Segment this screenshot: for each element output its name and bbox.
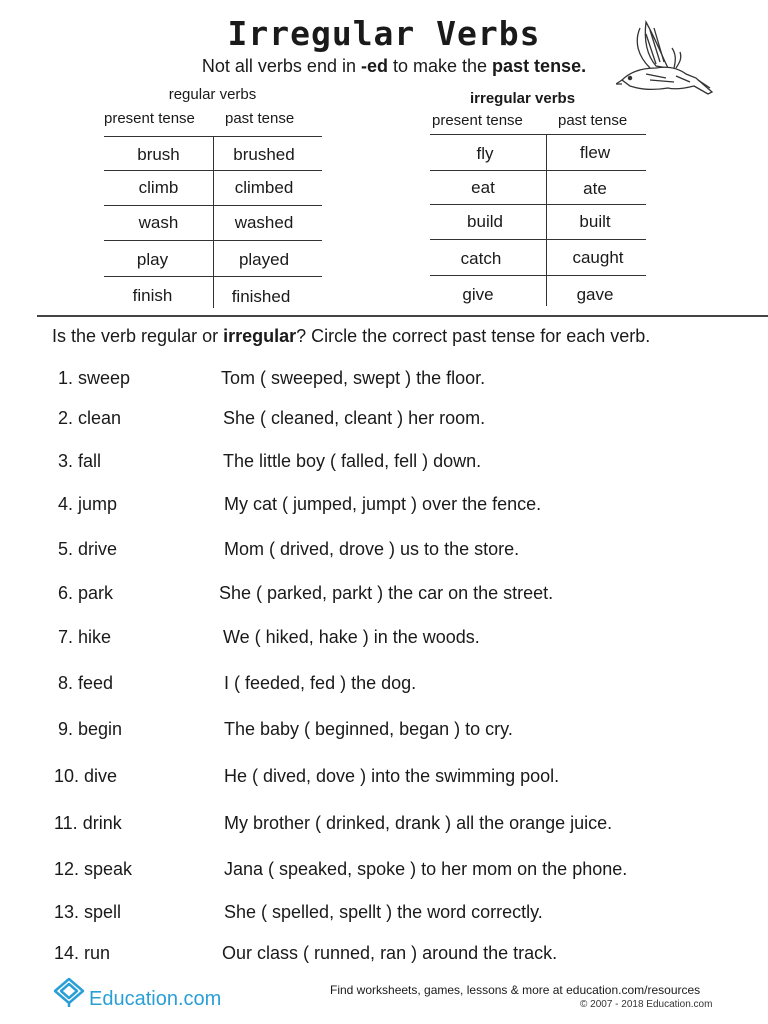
- question-sentence: Mom ( drived, drove ) us to the store.: [224, 539, 520, 559]
- regular-past-cell: finished: [231, 287, 291, 306]
- instruction-part2: ? Circle the correct past tense for each verb.: [296, 326, 651, 346]
- question-verb: 1. sweep: [58, 368, 131, 388]
- instruction: [52, 326, 650, 347]
- question-verb: 3. fall: [58, 451, 102, 471]
- subtitle-past: past tense.: [492, 56, 587, 76]
- question-sentence: My brother ( drinked, drank ) all the orange juice.: [224, 813, 613, 833]
- irregular-present-cell: give: [462, 285, 494, 304]
- question-verb: 4. jump: [58, 494, 118, 514]
- question-sentence: She ( spelled, spellt ) the word correctly.: [224, 902, 543, 922]
- section-divider: [37, 315, 768, 317]
- page-title: Irregular Verbs: [227, 14, 541, 53]
- irregular-header-present: present tense: [432, 112, 523, 129]
- question-verb: 6. park: [58, 583, 114, 603]
- irregular-verbs-caption: irregular verbs: [470, 90, 576, 107]
- table-rule: [430, 239, 646, 240]
- table-rule: [430, 170, 646, 171]
- irregular-present-cell: build: [467, 212, 503, 231]
- question-sentence: We ( hiked, hake ) in the woods.: [223, 627, 480, 647]
- education-logo-icon: [52, 975, 88, 1009]
- irregular-past-cell: caught: [572, 248, 624, 267]
- subtitle-part2: to make the: [387, 56, 493, 76]
- instruction-part1: Is the verb regular or: [52, 326, 224, 346]
- table-rule: [430, 275, 646, 276]
- regular-past-cell: washed: [234, 213, 294, 232]
- question-sentence: Our class ( runned, ran ) around the track.: [222, 943, 558, 963]
- question-sentence: She ( parked, parkt ) the car on the street.: [219, 583, 554, 603]
- bird-illustration: [616, 18, 716, 108]
- irregular-present-cell: fly: [476, 144, 494, 163]
- irregular-header-past: past tense: [558, 112, 628, 129]
- instruction-bold: irregular: [223, 326, 297, 346]
- regular-past-cell: brushed: [233, 145, 295, 164]
- regular-past-cell: climbed: [234, 178, 294, 197]
- question-verb: 8. feed: [58, 673, 114, 693]
- irregular-past-cell: ate: [583, 179, 607, 198]
- irregular-past-cell: flew: [579, 143, 611, 162]
- question-verb: 14. run: [54, 943, 111, 963]
- question-verb: 11. drink: [54, 813, 122, 833]
- subtitle-ed: -ed: [360, 56, 388, 76]
- regular-present-cell: wash: [138, 213, 179, 232]
- irregular-past-cell: built: [579, 212, 611, 231]
- education-logo-text: Education.com: [89, 988, 222, 1010]
- question-verb: 10. dive: [54, 766, 118, 786]
- regular-present-cell: finish: [132, 286, 173, 305]
- regular-header-past: past tense: [225, 110, 295, 127]
- irregular-present-cell: eat: [471, 178, 495, 197]
- table-rule: [430, 134, 646, 135]
- question-verb: 12. speak: [54, 859, 133, 879]
- question-sentence: Jana ( speaked, spoke ) to her mom on the phone.: [224, 859, 628, 879]
- footer-link-text: Find worksheets, games, lessons & more at education.com/resources: [330, 983, 701, 997]
- subtitle-part1: Not all verbs end in: [201, 56, 361, 76]
- regular-present-cell: play: [136, 250, 169, 269]
- question-sentence: I ( feeded, fed ) the dog.: [224, 673, 417, 693]
- question-verb: 9. begin: [58, 719, 123, 739]
- copyright: © 2007 - 2018 Education.com: [580, 999, 713, 1010]
- regular-header-present: present tense: [104, 110, 195, 127]
- question-sentence: My cat ( jumped, jumpt ) over the fence.: [224, 494, 542, 514]
- question-sentence: The baby ( beginned, began ) to cry.: [224, 719, 513, 739]
- question-verb: 5. drive: [58, 539, 118, 559]
- question-sentence: She ( cleaned, cleant ) her room.: [223, 408, 486, 428]
- regular-present-cell: climb: [138, 178, 179, 197]
- irregular-present-cell: catch: [460, 249, 502, 268]
- question-verb: 13. spell: [54, 902, 122, 922]
- regular-past-cell: played: [238, 250, 290, 269]
- question-sentence: The little boy ( falled, fell ) down.: [223, 451, 482, 471]
- question-verb: 7. hike: [58, 627, 112, 647]
- irregular-past-cell: gave: [576, 285, 614, 304]
- regular-present-cell: brush: [137, 145, 180, 164]
- regular-verbs-caption: regular verbs: [168, 86, 257, 103]
- question-sentence: He ( dived, dove ) into the swimming pool.: [224, 766, 560, 786]
- question-sentence: Tom ( sweeped, swept ) the floor.: [221, 368, 486, 388]
- table-rule: [430, 204, 646, 205]
- question-verb: 2. clean: [58, 408, 122, 428]
